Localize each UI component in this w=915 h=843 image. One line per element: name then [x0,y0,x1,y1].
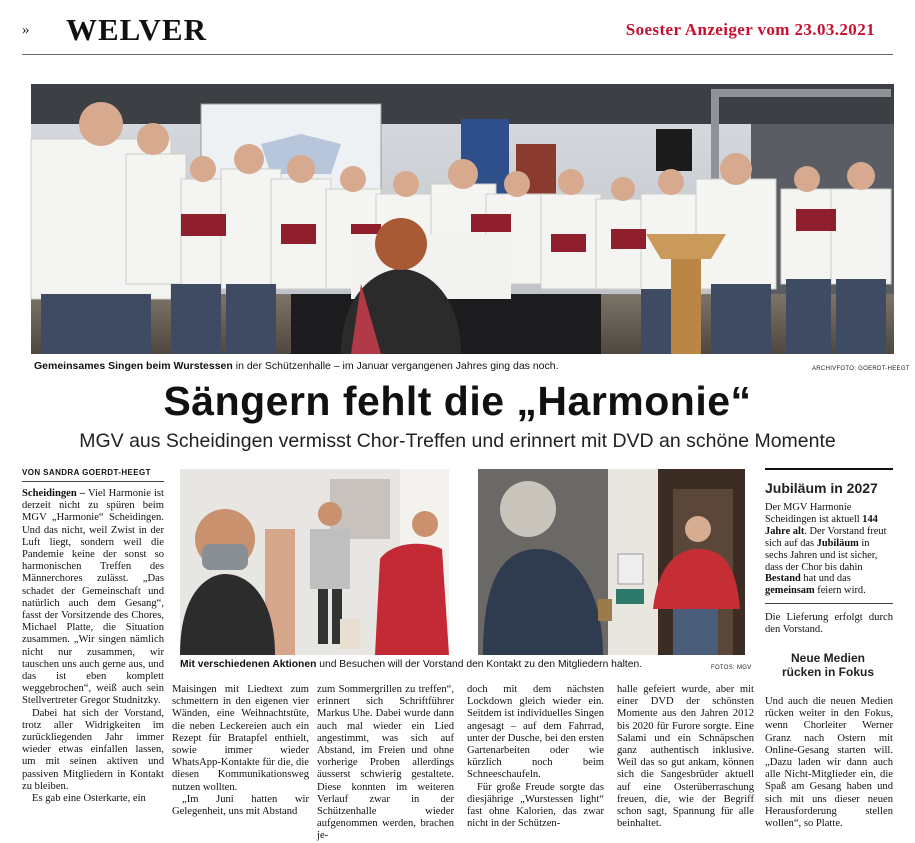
choir-illustration [31,84,894,354]
photo-selfie-visit [180,469,449,655]
section-chevron: » [22,22,30,38]
section-title: WELVER [66,12,207,47]
byline: VON SANDRA GOERDT-HEEGT [22,468,151,477]
sidebar-b1: 144 Jahre alt [765,513,878,537]
article-column-5 [617,684,754,834]
header-rule [22,54,893,55]
col3-text: zum Sommergrillen zu treffen“, erinnert sich Schriftführer Markus Uhe. Dabei wurde dann auch mal wieder ein Lied angestimmt, was sich auf Abstand, im Freien und ohne vorherige Proben allerdings äusserst schwierig gestaltete. Diese konnten im weiteren Verlauf zwar in der Schützenhalle wieder aufgenommen werden, brachen je- [317,684,454,842]
sidebar-delivery: Die Lieferung erfolgt durch den Vorstand. [765,612,893,636]
caption2-bold: Mit verschiedenen Aktionen [180,659,317,670]
article-column-2 [172,684,309,834]
sidebar-subhead: Neue Medien rücken in Fokus [781,651,875,679]
caption2-text: und Besuchen will der Vorstand den Kontakt zu den Mitgliedern halten. [316,659,643,670]
sidebar-rule [765,603,893,604]
subheadline: MGV aus Scheidingen vermisst Chor-Treffen und erinnert mit DVD an schöne Momente [79,430,836,452]
door-illustration [478,469,745,655]
col5-text: halle gefeiert wurde, aber mit einer DVD der schönsten Momente aus den Jahren 2012 bis 2020 für Furore sorgte. Eine Salami und ein Schnäpschen ganz authentisch inklusive. Weil das so gut ankam, können sich die Sangesbrüder aktuell auf eine Osterüberraschung freuen, die, wie der Begriff schon sagt, Spannung für alle beinhaltet. [617,684,754,830]
sidebar-t3: in sechs Jahren und ist sicher, dass der Chor bis dahin [765,537,878,573]
source-line: Soester Anzeiger vom 23.03.2021 [625,20,875,39]
sidebar-text [765,502,893,597]
caption-bold: Gemeinsames Singen beim Wurstessen [34,360,233,372]
dateline: Scheidingen – [22,488,86,499]
sidebar-info-box [765,468,893,605]
headline: Sängern fehlt die „Harmonie“ [163,378,752,424]
photo-caption-2 [180,659,700,670]
sidebar-t5: feiern wird. [814,585,866,597]
sidebar-t4: hat und das [800,573,851,585]
col4-para2: Für große Freude sorgte das diesjährige „Wurstessen light“ fast ohne Kalorien, das zwar nicht in der Schützen- [467,781,604,830]
main-photo-credit: ARCHIVFOTO: GOERDT-HEEGT [812,366,910,372]
photo-door-delivery [478,469,745,655]
byline-rule [22,481,164,482]
sidebar-b2: Jubiläum [816,537,859,549]
col2-text: Maisingen mit Liedtext zum schmettern in den eigenen vier Wänden, eine Weihnachtstüte, die neben Leckereien auch ein Rezept für Bratapfel enthielt, sowie immer wieder WhatsApp-Kontakte für die, die diesen Kommunikationsweg nutzen wollten. [172,684,309,793]
sidebar-b3: Bestand [765,573,801,585]
sidebar-b4: gemeinsam [765,585,815,597]
caption-text: in der Schützenhalle – im Januar vergangenen Jahres ging das noch. [232,360,559,372]
main-photo-caption [34,360,794,372]
main-photo-choir [31,84,894,354]
col1-text: Viel Harmonie ist derzeit nicht zu spüren beim MGV „Harmonie“ Scheidingen. Und das nicht, weil Zwist in der Luft liegt, sondern weil die Pandemie keine der sonst so harmonischen Treffen des Männerchores zulässt. „Das schadet der Gemeinschaft und natürlich auch dem Gesang“, fasst der Vorsitzende des Chores, Michael Platte, die Situation zusammen. „Wir singen nämlich nicht nur zusammen, wir tauschen uns auch gerne aus, und das ist eben komplett weggebrochen“, weiß auch sein Stellvertreter Gregor Studnitzky. [22,488,164,707]
col2-para2: „Im Juni hatten wir Gelegenheit, uns mit Abstand [172,793,309,818]
col4-text: doch mit dem nächsten Lockdown gleich wieder ein. Seitdem ist individuelles Singen angesagt – auf dem Fahrrad, unter der Dusche, bei den ersten Gartenarbeiten oder wie kürzlich noch beim Schneeschaufeln. [467,684,604,781]
col1-para2: Dabei hat sich der Vorstand, trotz aller Widrigkeiten im zurückliegenden Jahr immer wieder etwas einfallen lassen, um mit seinen aktiven und passiven Mitgliedern in Kontakt zu bleiben. [22,707,164,792]
col1-para3: Es gab eine Osterkarte, ein [32,793,146,805]
sidebar-final-text: Und auch die neuen Medien rücken weiter in den Fokus, wenn Chorleiter Werner Granz nach Ostern mit Online-Gesang starten will. „Dazu laden wir dann auch alle Nicht-Mitglieder ein, die Spaß am Gesang haben und sich mit uns dieser neuen Herausforderung stellen wollen“, so Platte. [765,696,893,830]
sidebar-t1: Der MGV Harmonie Scheidingen ist aktuell [765,502,863,525]
article-column-1 [22,488,164,833]
article-column-4 [467,684,604,834]
article-column-3 [317,684,454,842]
photo-credit-2: FOTOS: MGV [711,665,752,671]
selfie-illustration [180,469,449,655]
sidebar-t2: . Der Vorstand freut sich auf das [765,525,887,549]
sidebar-title: Jubiläum in 2027 [765,480,878,496]
